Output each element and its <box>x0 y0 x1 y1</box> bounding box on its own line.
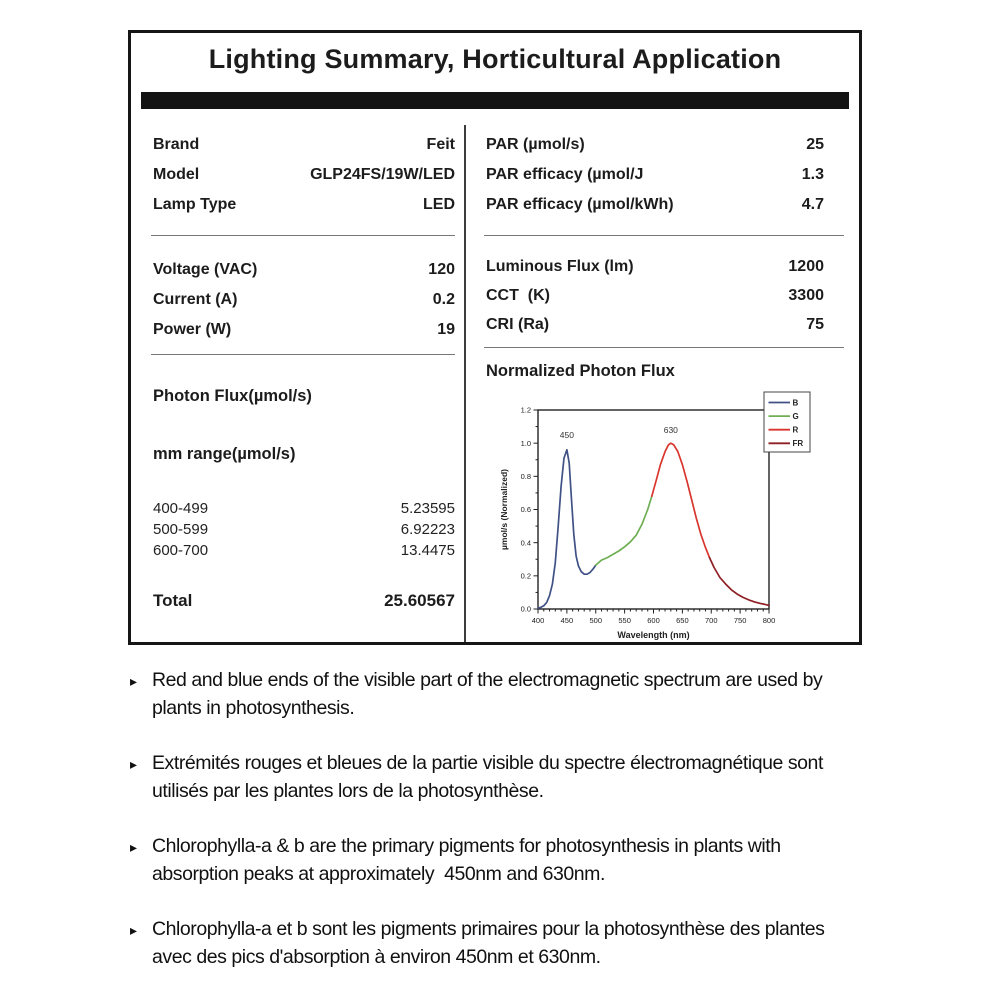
spec-sheet <box>128 30 862 645</box>
pf-row-500-599 <box>153 519 455 540</box>
svg-text:FR: FR <box>792 439 804 449</box>
series-B <box>538 450 596 608</box>
par-efficacy-kwh-value: 4.7 <box>801 196 824 213</box>
svg-text:450: 450 <box>559 430 574 441</box>
y-axis-ticks <box>521 406 538 614</box>
range-2-value: 6.92223 <box>400 521 455 538</box>
photon-flux-heading: Photon Flux(µmol/s) <box>153 387 312 405</box>
pf-row-600-700 <box>153 540 455 561</box>
bullet-3-text: Chlorophylla-a & b are the primary pigments for photosynthesis in plants with absorption peaks at approximately 450nm and 630nm. <box>152 835 786 885</box>
par-value: 25 <box>806 136 824 153</box>
x-axis-ticks <box>532 609 776 625</box>
spec-row-cct <box>486 281 844 310</box>
brand-model-group <box>153 130 455 220</box>
svg-text:G: G <box>792 411 799 421</box>
total-value: 25.60567 <box>384 591 455 610</box>
svg-text:B: B <box>792 398 799 408</box>
svg-text:750: 750 <box>733 616 747 625</box>
spec-row-brand <box>153 130 455 160</box>
bullet-note-2 <box>130 750 856 805</box>
svg-text:550: 550 <box>618 616 631 625</box>
spec-row-power <box>153 315 455 345</box>
series-G <box>596 496 652 565</box>
bullet-4-text: Chlorophylla-a et b sont les pigments primaires pour la photosynthèse des plantes avec des pics d'absorption à environ 450nm et 630nm. <box>152 918 830 968</box>
svg-text:600: 600 <box>647 616 660 625</box>
bullet-note-1 <box>130 667 856 722</box>
par-efficacy-j-label: PAR efficacy (µmol/J <box>486 166 644 183</box>
right-rule-2 <box>484 347 844 348</box>
column-divider <box>464 125 466 642</box>
pf-row-400-499 <box>153 498 455 519</box>
model-value: GLP24FS/19W/LED <box>310 166 455 183</box>
range-3-label: 600-700 <box>153 542 209 559</box>
lamp-type-label: Lamp Type <box>153 196 237 213</box>
svg-text:800: 800 <box>762 616 776 625</box>
cri-label: CRI (Ra) <box>486 315 550 333</box>
bullet-2-text: Extrémités rouges et bleues de la partie visible du spectre électromagnétique sont utilisés par les plantes lors de la photosynthèse. <box>152 752 828 802</box>
right-rule-1 <box>484 235 844 236</box>
voltage-value: 120 <box>428 261 455 278</box>
chart-heading: Normalized Photon Flux <box>486 362 675 380</box>
power-label: Power (W) <box>153 321 232 338</box>
left-rule-1 <box>151 235 455 236</box>
lamp-type-value: LED <box>423 196 455 213</box>
svg-text:0.4: 0.4 <box>520 538 531 548</box>
svg-text:500: 500 <box>589 616 603 625</box>
brand-value: Feit <box>426 136 455 153</box>
svg-text:R: R <box>792 425 799 435</box>
left-rule-2 <box>151 354 455 355</box>
svg-text:0.6: 0.6 <box>520 505 531 515</box>
svg-text:0.8: 0.8 <box>520 471 531 481</box>
svg-text:450: 450 <box>560 616 574 625</box>
voltage-label: Voltage (VAC) <box>153 261 258 278</box>
series-R <box>652 443 710 557</box>
peak-annotations <box>560 425 678 440</box>
par-label: PAR (µmol/s) <box>486 136 585 153</box>
par-efficacy-j-value: 1.3 <box>801 166 824 183</box>
series-FR <box>710 558 770 606</box>
svg-text:0.2: 0.2 <box>520 571 531 581</box>
par-group <box>486 130 844 220</box>
cct-value: 3300 <box>788 286 824 304</box>
spec-row-luminous-flux <box>486 252 844 281</box>
model-label: Model <box>153 166 200 183</box>
title-divider-bar <box>141 92 849 109</box>
bullet-triangle-icon: ▸ <box>130 673 138 689</box>
photometric-group <box>486 252 844 339</box>
svg-text:1.0: 1.0 <box>520 438 531 448</box>
bullet-note-4 <box>130 916 856 971</box>
luminous-flux-label: Luminous Flux (lm) <box>486 257 634 275</box>
power-value: 19 <box>437 321 455 338</box>
x-axis-label: Wavelength (nm) <box>617 630 690 640</box>
svg-text:0.0: 0.0 <box>520 604 531 614</box>
total-label: Total <box>153 591 193 610</box>
svg-text:630: 630 <box>663 425 678 436</box>
spec-row-lamp-type <box>153 190 455 220</box>
photon-flux-total-row <box>153 591 455 611</box>
normalized-photon-flux-chart <box>496 386 861 644</box>
range-2-label: 500-599 <box>153 521 209 538</box>
bullet-triangle-icon: ▸ <box>130 756 138 772</box>
bullet-triangle-icon: ▸ <box>130 839 138 855</box>
page-title: Lighting Summary, Horticultural Application <box>208 44 782 74</box>
svg-text:400: 400 <box>531 616 545 625</box>
spec-row-par-efficacy-j <box>486 160 844 190</box>
luminous-flux-value: 1200 <box>788 257 824 275</box>
cct-label: CCT (K) <box>486 286 550 304</box>
spec-row-par <box>486 130 844 160</box>
bullet-triangle-icon: ▸ <box>130 922 138 938</box>
electrical-group <box>153 255 455 345</box>
mm-range-heading: mm range(µmol/s) <box>153 445 296 463</box>
notes-section <box>130 667 856 999</box>
svg-text:1.2: 1.2 <box>520 405 531 415</box>
spec-row-voltage <box>153 255 455 285</box>
spec-row-model <box>153 160 455 190</box>
legend <box>764 392 810 452</box>
spec-row-current <box>153 285 455 315</box>
svg-text:650: 650 <box>676 616 689 625</box>
current-value: 0.2 <box>432 291 455 308</box>
spec-row-par-efficacy-kwh <box>486 190 844 220</box>
current-label: Current (A) <box>153 291 238 308</box>
cri-value: 75 <box>806 315 824 333</box>
photon-flux-table <box>153 498 455 561</box>
range-3-value: 13.4475 <box>400 542 455 559</box>
range-1-label: 400-499 <box>153 500 209 517</box>
brand-label: Brand <box>153 136 200 153</box>
y-axis-label: µmol/s (Normalized) <box>499 469 509 550</box>
bullet-1-text: Red and blue ends of the visible part of the electromagnetic spectrum are used by plants in photosynthesis. <box>152 669 828 719</box>
par-efficacy-kwh-label: PAR efficacy (µmol/kWh) <box>486 196 674 213</box>
range-1-value: 5.23595 <box>400 500 455 517</box>
spec-row-cri <box>486 310 844 339</box>
bullet-note-3 <box>130 833 856 888</box>
svg-text:700: 700 <box>704 616 718 625</box>
spectrum-chart-svg <box>496 386 861 644</box>
